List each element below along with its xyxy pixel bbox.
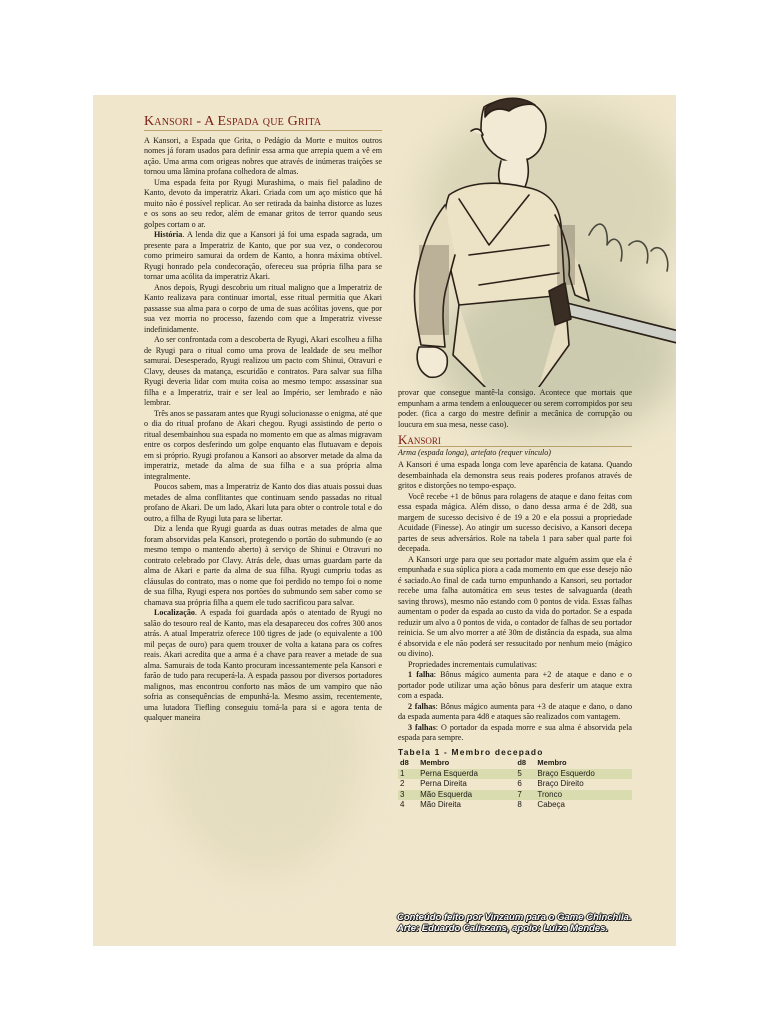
table-cell: Braço Direito bbox=[537, 779, 584, 788]
left-column bbox=[144, 114, 382, 724]
severed-limb-table bbox=[398, 758, 632, 811]
story-paragraph: Diz a lenda que Ryugi guarda as duas outras metades de alma que foram absorvidas pela Kansori, protegendo o portão do submundo (e ao mesmo tempo o mantendo aberto) à serviço de Shinui e Otravuri no contrato celebrado por Clavy. Atrás dele, duas urnas guardam parte da alma de Akari e parte da alma de sua filha. Ryugi cumpriu todas as cláusulas do contrato, mas o nome que foi perdido no tempo foi o nome de sua filha, Ryugi espera nos portões do submundo sem saber como se chamava sua própria filha a quem ele tudo sacrificou para salvar. bbox=[144, 524, 382, 607]
table-cell: 1 bbox=[398, 769, 418, 780]
table-cell: 6 bbox=[517, 779, 522, 788]
story-paragraph: Ao ser confrontada com a descoberta de Ryugi, Akari escolheu a filha de Ryugi para o ritual como uma prova de lealdade de seu melhor samurai. Desesperado, Ryugi realizou um pacto com Shinui, Otravuri e Clavy, deuses da matança, escuridão e contratos. Para salvar sua filha Ryugi deveria lidar com muita coisa ao mesmo tempo: assassinar sua filha e a Imperatriz, trair e ser leal ao Império, ser lembrado e não lembrar. bbox=[144, 335, 382, 407]
localizacao-label: Localização bbox=[154, 608, 195, 617]
historia-paragraph bbox=[144, 230, 382, 283]
table-cell: Perna Esquerda bbox=[418, 769, 515, 780]
table-cell: 5 bbox=[515, 769, 535, 780]
localizacao-text: . A espada foi guardada após o atentado de Ryugi no salão do tesouro real de Kanto, mas ela desapareceu dos cofres 300 anos atrás. A atual Imperatriz oferece 100 tigres de jade (o equivalente a 100 mil peças de ouro) para quem trouxer de volta a katana para os cofres reais. Akari acredita que a arma é a chave para reaver a metade de sua alma. Samurais de toda Kanto procuram incessantemente pela Kansori e farão de tudo para recuperá-la. A espada passou por diversos portadores malignos, mas encontrou conforto nas mãos de um vampiro que não sofria as consequências de empunhá-la. Mesmo assim, recentemente, uma lutadora Tiefling conseguiu tomá-la para si e agora tenta de qualquer maneira bbox=[144, 608, 382, 722]
table-row bbox=[398, 790, 632, 801]
table-row bbox=[398, 800, 632, 811]
story-paragraph: Anos depois, Ryugi descobriu um ritual maligno que a Imperatriz de Kanto realizava para continuar imortal, esse ritual permitia que Akari passasse sua alma para o corpo de uma de suas acólitas jovens, que por sua vez morria no processo, fazendo com que a Imperatriz vivesse indefinidamente. bbox=[144, 282, 382, 334]
table-cell: 2 bbox=[400, 779, 405, 788]
table-cell: 8 bbox=[517, 800, 522, 809]
falha-text: : Bônus mágico aumenta para +2 de ataque e dano e o portador pode utilizar uma ação bônus para desferir um ataque extra com a espada. bbox=[398, 670, 632, 700]
table-cell: Mão Esquerda bbox=[418, 790, 515, 801]
item-name: Kansori bbox=[398, 435, 632, 447]
continuation-paragraph: provar que consegue mantê-la consigo. Acontece que mortais que empunham a arma tendem a enlouquecer ou serem corrompidos por seu poder. (fica a cargo do mestre definir a mecânica de corrupção ou loucura em sua mesa, nesse caso). bbox=[398, 388, 632, 429]
falha-paragraph bbox=[398, 723, 632, 744]
falha-text: : Bônus mágico aumenta para +3 de ataque e dano, o dano da espada aumenta para 4d8 e ataques são realizados com vantagem. bbox=[398, 701, 632, 721]
table-row bbox=[398, 769, 632, 780]
credits-line: Conteúdo feito por Vinzaum para o Game Chinchila. bbox=[397, 912, 632, 923]
item-paragraph: Propriedades incrementais cumulativas: bbox=[408, 659, 538, 669]
falha-label: 1 falha bbox=[408, 670, 434, 679]
table-cell: Tronco bbox=[535, 790, 632, 801]
table-cell: Cabeça bbox=[537, 800, 565, 809]
table-row bbox=[398, 779, 632, 790]
table-header: d8 bbox=[400, 758, 409, 767]
table-cell: Mão Direita bbox=[420, 800, 461, 809]
samurai-illustration bbox=[389, 95, 676, 387]
item-paragraph: A Kansori é uma espada longa com leve aparência de katana. Quando desembainhada ela demonstra seus reais poderes profanos através de gritos e distorções no tempo-espaço. bbox=[398, 460, 632, 490]
falha-label: 2 falhas bbox=[408, 701, 436, 711]
credits bbox=[397, 912, 637, 934]
table-cell: Perna Direita bbox=[420, 779, 467, 788]
historia-text: . A lenda diz que a Kansori já foi uma espada sagrada, um presente para a Imperatriz de Kanto, que por sua vez, o condecorou como primeiro samurai da ordem de Kanto, a honra máxima obtível. Ryugi honrado pela condecoração, ofereceu sua própria filha para se tornar uma acólita da imperatriz Akari. bbox=[144, 230, 382, 281]
historia-label: História bbox=[154, 230, 183, 239]
item-paragraph: A Kansori urge para que seu portador mate alguém assim que ela é empunhada e sua súplica piora a cada momento em que esse desejo não é saciado.Ao final de cada turno empunhando a Kansori, seu portador recebe uma falha automática em seus testes de salvaguarda (death saving throws), mesmo não estando com 0 pontos de vida. Essas falhas aumentam o poder da espada ao custo da vida do portador. Se a espada reduzir um alvo a 0 pontos de vida, o contador de falhas de seu portador reinicia. Se um alvo morrer a até 30m de distância da espada, sua alma é absorvida e ele não poderá ser ressucitado por nenhum meio (mágico ou divino). bbox=[398, 554, 632, 658]
table-title: Tabela 1 - Membro decepado bbox=[398, 746, 544, 757]
credits-line: Arte: Eduardo Caliazans, apoio: Luiza Mendes. bbox=[397, 923, 609, 934]
table-cell: Braço Esquerdo bbox=[535, 769, 632, 780]
table-header-row bbox=[398, 758, 632, 769]
falha-paragraph bbox=[398, 670, 632, 702]
table-cell: 7 bbox=[515, 790, 535, 801]
falha-label: 3 falhas bbox=[408, 722, 436, 732]
intro-paragraph: Uma espada feita por Ryugi Murashima, o mais fiel paladino de Kanto, devoto da imperatriz Akari. Criada com um aço místico que há muito não é possível replicar. Ao ser retirada da bainha distorce as luzes e os sons ao seu redor, além de emanar gritos de terror quando seus golpes cortam o ar. bbox=[144, 177, 382, 229]
localizacao-paragraph bbox=[144, 608, 382, 724]
story-paragraph: Três anos se passaram antes que Ryugi solucionasse o enigma, até que o dia do ritual profano de Akari chegou. Ryugi assistindo de perto o ritual desembainhou sua espada no momento em que as almas migravam entre os corpos desferindo um golpe enquanto elas flutuavam e depois em si próprio. Ryugi profanou a Kansori ao absorver metade da alma da imperatriz, metade da alma de sua filha e a sua própria alma integralmente. bbox=[144, 408, 382, 481]
table-header: d8 bbox=[517, 758, 527, 767]
item-paragraph: Você recebe +1 de bônus para rolagens de ataque e dano feitas com essa espada mágica. Além disso, o dano dessa arma é de 2d8, sua margem de sucesso decisivo é de 19 a 20 e ela possui a propriedade Acuidade (Finesse). Ao atingir um sucesso decisivo, a Kansori decepa partes de seus adversários. Role na tabela 1 para saber qual parte foi decepada. bbox=[398, 491, 632, 553]
intro-paragraph: A Kansori, a Espada que Grita, o Pedágio da Morte e muitos outros nomes já foram usados para definir essa arma que arrepia quem a vê em ação. Uma arma com origeas nobres que através de inúmeras traições se tornou uma lâmina profana colhedora de almas. bbox=[144, 135, 382, 176]
story-paragraph: Poucos sabem, mas a Imperatriz de Kanto dos dias atuais possui duas metades de alma conflitantes que continuam sendo passadas no ritual profano de Akari. De um lado, Akari luta para obter o controle total e do outro, a filha de Ryugi luta para se libertar. bbox=[144, 482, 382, 523]
table-header: Membro bbox=[420, 758, 450, 767]
table-cell: 4 bbox=[400, 800, 405, 809]
falha-text: : O portador da espada morre e sua alma é absorvida pela espada para sempre. bbox=[398, 722, 632, 742]
right-column bbox=[398, 388, 632, 811]
rpg-book-page bbox=[93, 95, 676, 946]
table-header: Membro bbox=[537, 758, 567, 767]
falha-paragraph bbox=[398, 702, 632, 723]
table-cell: 3 bbox=[398, 790, 418, 801]
item-type: Arma (espada longa), artefato (requer vínculo) bbox=[398, 447, 552, 457]
page-title: Kansori - A Espada que Grita bbox=[144, 117, 382, 131]
